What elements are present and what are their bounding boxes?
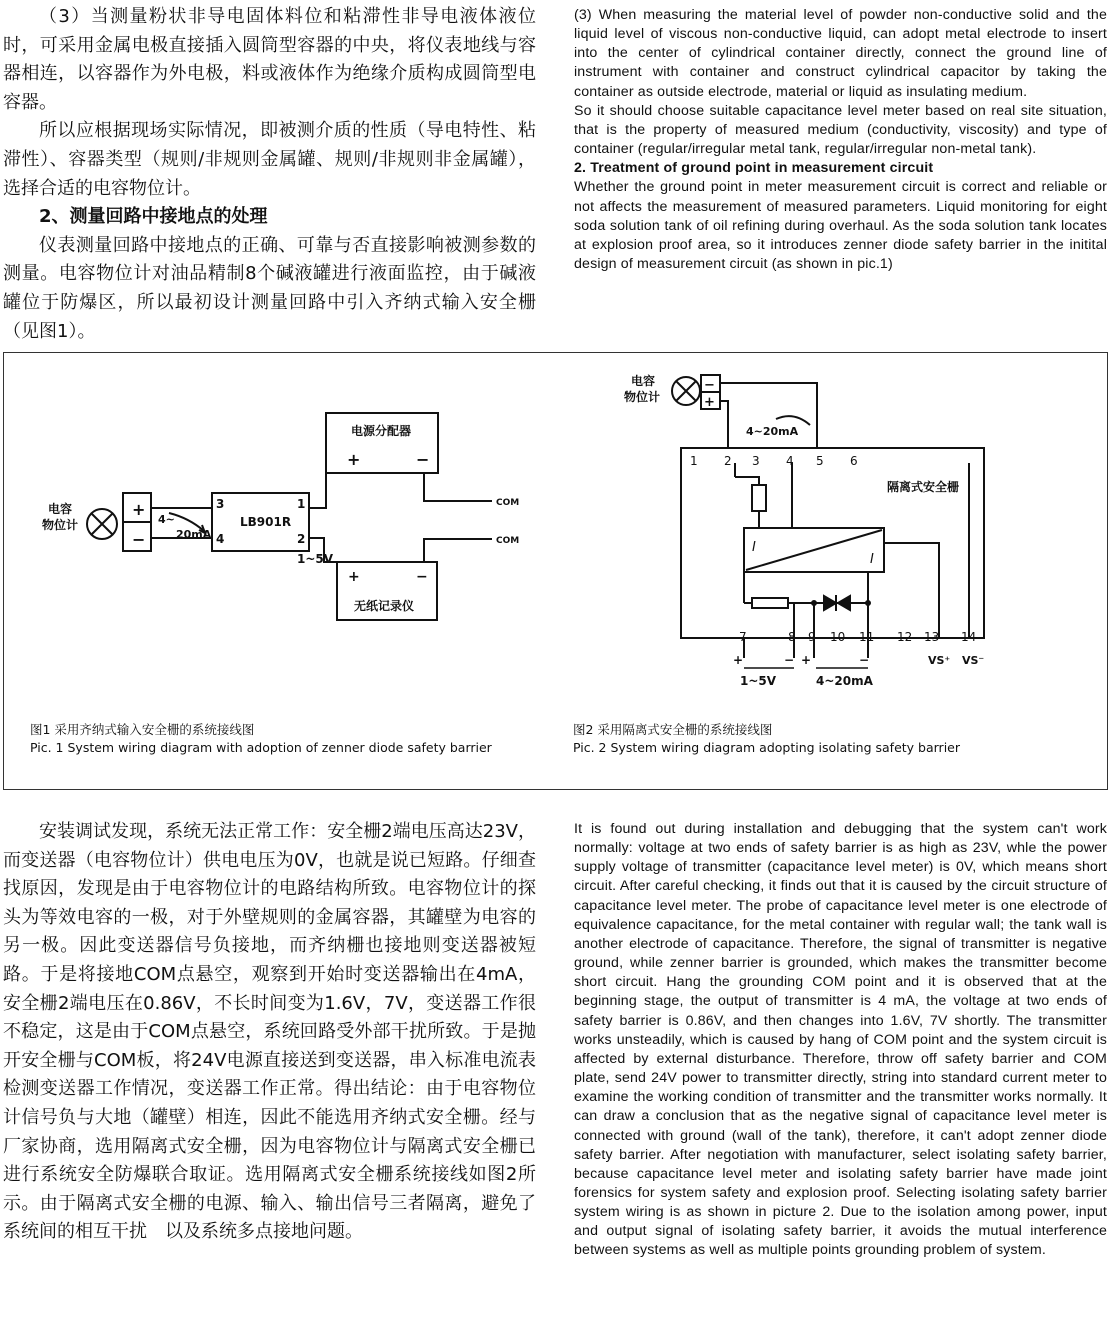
figure-panel [3, 352, 1108, 790]
fig2-vs-plus: VS⁺ [928, 654, 951, 667]
fig2-pin-6: 6 [850, 454, 858, 468]
fig1-pin-2: 2 [297, 532, 306, 546]
en-paragraph-2: So it should choose suitable capacitance level meter based on real site situation, that is the property of measured medium (conductivity, viscosity) and type of container (regular/irregular metal tank, regular/irregular non-metal tank). [574, 102, 1107, 158]
zh-paragraph-2: 所以应根据现场实际情况，即被测介质的性质（导电特性、粘滞性）、容器类型（规则/非规则金属罐、规则/非规则非金属罐），选择合适的电容物位计。 [3, 120, 536, 199]
fig1-minus-sign: − [132, 530, 146, 549]
fig2-caption-zh: 图2 采用隔离式安全栅的系统接线图 [573, 722, 773, 737]
fig2-pin-14: 14 [961, 630, 977, 644]
fig2-caption-en: Pic. 2 System wiring diagram adopting isolating safety barrier [573, 740, 960, 755]
fig1-pin-1: 1 [297, 497, 306, 511]
zh-paragraph-3: 仪表测量回路中接地点的正确、可靠与否直接影响被测参数的测量。电容物位计对油品精制8个碱液罐进行液面监控，由于碱液罐位于防爆区，所以最初设计测量回路中引入齐纳式输入安全栅（见图1）。 [3, 234, 536, 342]
fig2-meter-label-1: 电容 [631, 374, 656, 388]
fig2-pin-9: 9 [808, 630, 816, 644]
figure-2-diagram [672, 375, 984, 668]
zh-section-heading: 2、测量回路中接地点的处理 [39, 206, 268, 228]
fig2-input-current-symbol: I [752, 540, 756, 555]
en-paragraph-3: Whether the ground point in meter measurement circuit is correct and reliable or not affects the measurement of measured parameters. Liquid monitoring for eight soda solution tank of oil refining during overhaul. As the soda solution tank locates at explosion proof area, so it introduces zenner diode safety barrier in the initital design of measurement circuit (as shown in pic.1) [574, 179, 1107, 273]
fig1-recorder-label: 无纸记录仪 [354, 599, 415, 613]
fig1-distributor-minus: − [416, 450, 430, 469]
fig1-plus-sign: + [132, 500, 146, 519]
fig2-pin-10: 10 [830, 630, 846, 644]
fig1-recorder-minus: − [416, 569, 428, 585]
fig1-pin-4: 4 [216, 532, 225, 546]
en-paragraph-1: (3) When measuring the material level of powder non-conductive solid and the liquid level of viscous non-conductive liquid, can adopt metal electrode to insert into the center of cylindrical container directly, connect the ground line of instrument with container and construct cylindrical capacitor by taking the container as outside electrode, material or liquid as insulating medium. [574, 7, 1107, 100]
fig1-com-2: COM [496, 536, 520, 546]
fig2-output-current-symbol: I [870, 552, 874, 567]
fig1-pin-3: 3 [216, 497, 225, 511]
fig2-pin-12: 12 [897, 630, 913, 644]
fig2-pin-13: 13 [924, 630, 940, 644]
fig2-minus-sign: − [704, 378, 715, 393]
fig1-distributor-plus: + [347, 450, 361, 469]
fig2-meter-label-2: 物位计 [624, 390, 661, 404]
fig1-power-distributor-label: 电源分配器 [351, 424, 412, 438]
fig2-current-bottom: 4~20mA [816, 674, 873, 688]
fig1-caption-zh: 图1 采用齐纳式输入安全栅的系统接线图 [30, 722, 255, 737]
fig2-pin-5: 5 [816, 454, 824, 468]
zh-paragraph-4: 安装调试发现，系统无法正常工作：安全栅2端电压高达23V，而变送器（电容物位计）供电电压为0V，也就是说已短路。仔细查找原因，发现是由于电容物位计的电路结构所致。电容物位计的探头为等效电容的一极，对于外壁规则的金属容器，其罐壁为电容的另一极。因此变送器信号负接地，而齐纳栅也接地则变送器被短路。于是将接地COM点悬空，观察到开始时变送器输出在4mA，安全栅2端电压在0.86V，不长时间变为1.6V，7V，变送器工作很不稳定，这是由于COM点悬空，系统回路受外部干扰所致。于是抛开安全栅与COM板，将24V电源直接送到变送器，串入标准电流表检测变送器工作情况，变送器工作正常。得出结论：由于电容物位计信号负与大地（罐壁）相连，因此不能选用齐纳式安全栅。经与厂家协商，选用隔离式安全栅，因为电容物位计与隔离式安全栅已进行系统安全防爆联合取证。选用隔离式安全栅系统接线如图2所示。由于隔离式安全栅的电源、输入、输出信号三者隔离，避免了系统间的相互干扰 以及系统多点接地问题。 [3, 821, 536, 1243]
fig1-meter-label-1: 电容 [48, 502, 73, 516]
fig1-voltage-label: 1~5V [297, 552, 334, 566]
fig2-pin-3: 3 [752, 454, 760, 468]
fig1-barrier-model: LB901R [240, 515, 292, 529]
fig2-current-top: 4~20mA [746, 425, 799, 438]
fig1-meter-label-2: 物位计 [42, 518, 79, 532]
fig2-pin-1: 1 [690, 454, 698, 468]
top-chinese-column [3, 3, 536, 346]
fig2-vs-minus: VS⁻ [962, 654, 985, 667]
fig2-pin-8: 8 [788, 630, 796, 644]
fig2-pin-11: 11 [859, 630, 875, 644]
fig2-box-label: 隔离式安全栅 [887, 480, 960, 494]
fig2-voltage-label: 1~5V [740, 674, 777, 688]
fig2-sign-8: − [784, 653, 795, 667]
fig2-pin-7: 7 [739, 630, 747, 644]
zh-paragraph-1: （3）当测量粉状非导电固体料位和粘滞性非导电液体液位时，可采用金属电极直接插入圆筒型容器的中央，将仪表地线与容器相连，以容器作为外电极，料或液体作为绝缘介质构成圆筒型电容器。 [3, 6, 536, 113]
fig2-sign-11: − [859, 653, 870, 667]
fig1-current-label: 4~ [158, 513, 175, 526]
fig2-plus-sign: + [704, 395, 715, 410]
top-english-column [574, 6, 1107, 274]
fig2-sign-9: + [801, 653, 812, 667]
fig2-pin-4: 4 [786, 454, 794, 468]
en-section-heading: 2. Treatment of ground point in measurement circuit [574, 160, 934, 177]
fig1-current-label-2: 20mA [176, 528, 212, 541]
fig1-caption-en: Pic. 1 System wiring diagram with adoption of zenner diode safety barrier [30, 740, 492, 755]
bottom-chinese-column [3, 818, 536, 1247]
fig1-recorder-plus: + [348, 569, 360, 585]
figure-1-labels [42, 423, 519, 613]
fig2-pin-2: 2 [724, 454, 732, 468]
en-paragraph-4: It is found out during installation and debugging that the system can't work normally: voltage at two ends of safety barrier is as high as 23V, whle the power supply voltage of transmitter (capacitance level meter) is 0V, which means short circuit. After careful checking, it finds out that it is caused by the circuit structure of capacitance level meter. The probe of capacitance level meter is one electrode of equivalence capacitance, for the metal container with regular wall; the tank wall is another electrode of capacitance. Therefore, the signal of transmitter is negative ground, while zenner barrier is grounded, which makes the transmitter become short circuit. Hang the grounding COM point and it is observed that at the beginning stage, the output of transmitter is 4 mA, the voltage at two ends of safety barrier is 0.86V, and then changes into 1.6V, 7V shortly. The transmitter works unsteadily, which is caused by hang of COM point and the system circuit is affected by external disturbance. Therefore, throw off safety barrier and COM plate, send 24V power to transmitter directly, string into standard current meter to examine the working condition of transmitter and the transmitter works normally. It can draw a conclusion that as the negative signal of capacitance level meter is connected with ground (wall of the tank), therefore, it can't adopt zenner diode safety barrier. After negotiation with manufacturer, select isolating safety barrier, because capacitance level meter and isolating safety barrier have made joint forensics for system safety and explosion proof. Selecting isolating safety barrier system wiring is as shown in picture 2. Due to the isolation among power, input and output signal of isolating safety barrier, it avoids the mutual interference between systems as well as multiple points grounding problem of system. [574, 821, 1107, 1259]
fig1-com-1: COM [496, 498, 520, 508]
fig2-sign-7: + [733, 653, 744, 667]
bottom-english-column [574, 820, 1107, 1261]
